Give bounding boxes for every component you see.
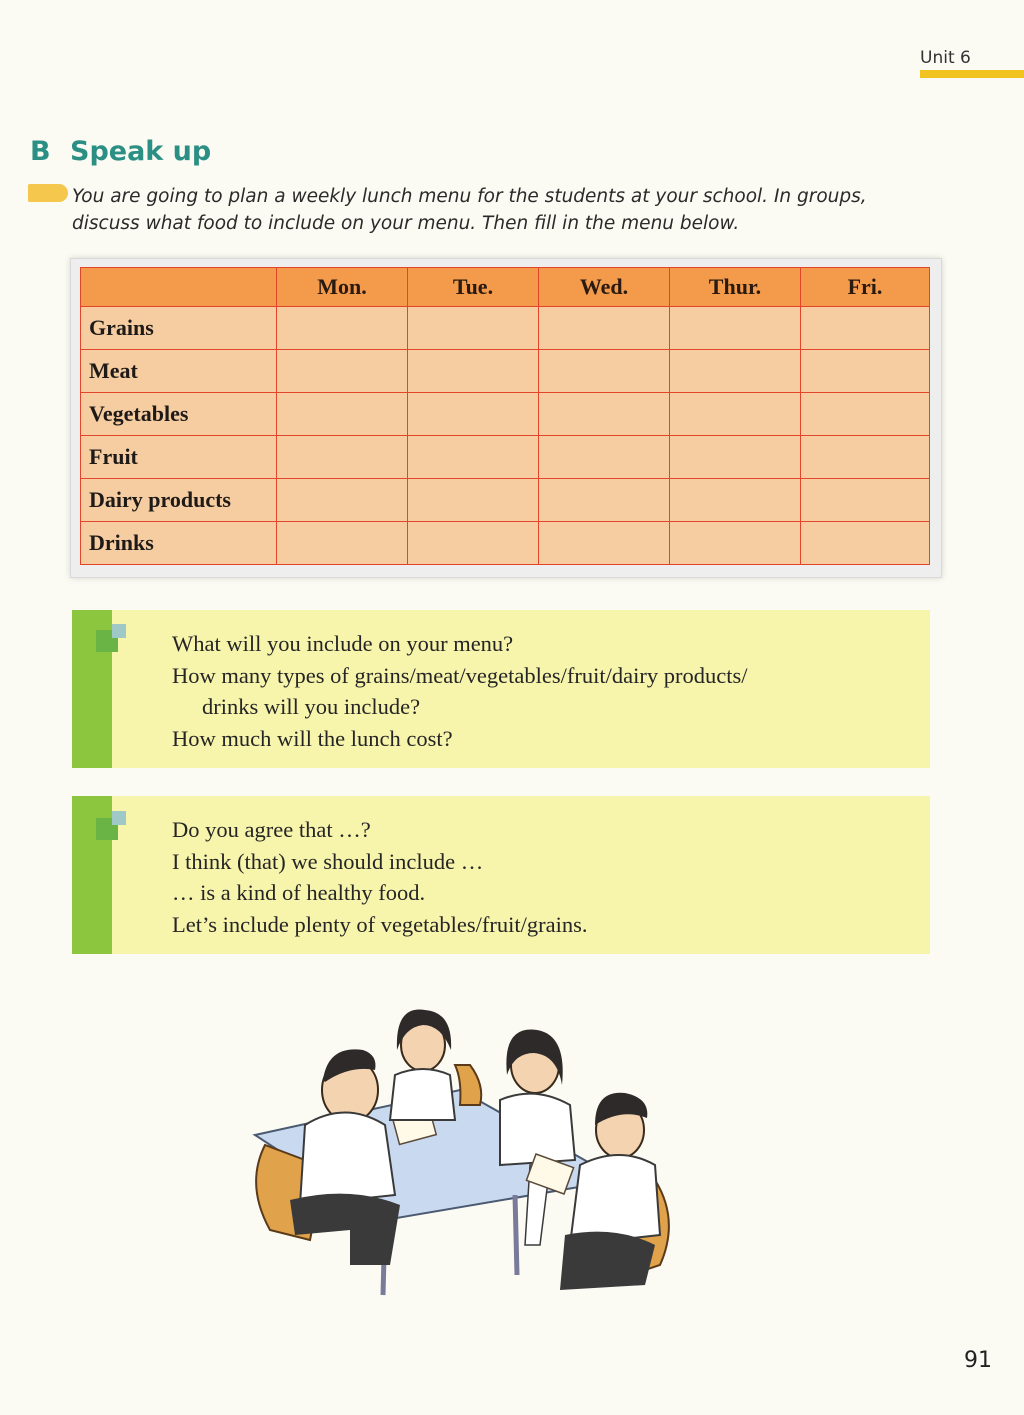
menu-cell[interactable] (277, 522, 408, 565)
instructions-text: You are going to plan a weekly lunch menu for the students at your school. In groups, discuss what food to include on your menu. Then fill in the menu below. (72, 186, 867, 234)
row-label-dairy-products: Dairy products (81, 479, 277, 522)
menu-cell[interactable] (539, 350, 670, 393)
lunch-menu-table (80, 267, 930, 565)
menu-cell[interactable] (801, 350, 930, 393)
box-square-icon (112, 811, 126, 825)
phrase-line: Do you agree that …? (172, 817, 371, 842)
menu-cell[interactable] (408, 479, 539, 522)
menu-cell[interactable] (539, 522, 670, 565)
menu-cell[interactable] (408, 307, 539, 350)
row-label-grains: Grains (81, 307, 277, 350)
row-label-vegetables: Vegetables (81, 393, 277, 436)
menu-cell[interactable] (408, 522, 539, 565)
question-line: drinks will you include? (202, 694, 421, 719)
instruction-marker-icon (28, 184, 68, 202)
table-header-mon: Mon. (277, 268, 408, 307)
phrase-line: I think (that) we should include … (172, 848, 484, 874)
table-header-corner (81, 268, 277, 307)
box-square-icon (112, 624, 126, 638)
menu-cell[interactable] (801, 479, 930, 522)
question-line: What will you include on your menu? (172, 631, 514, 656)
phrase-line: … is a kind of healthy food. (172, 880, 426, 905)
unit-accent-bar (920, 70, 1024, 78)
menu-cell[interactable] (539, 479, 670, 522)
table-row (81, 522, 930, 565)
table-header-wed: Wed. (539, 268, 670, 307)
table-row (81, 479, 930, 522)
menu-cell[interactable] (670, 393, 801, 436)
menu-cell[interactable] (277, 393, 408, 436)
menu-cell[interactable] (670, 436, 801, 479)
menu-cell[interactable] (277, 436, 408, 479)
table-row (81, 393, 930, 436)
question-box-phrases (72, 796, 930, 954)
table-row (81, 436, 930, 479)
menu-cell[interactable] (670, 522, 801, 565)
phrase-lines (172, 814, 924, 940)
menu-cell[interactable] (539, 307, 670, 350)
row-label-meat: Meat (81, 350, 277, 393)
question-box-planning (72, 610, 930, 768)
table-header-tue: Tue. (408, 268, 539, 307)
menu-cell[interactable] (801, 307, 930, 350)
table-header-fri: Fri. (801, 268, 930, 307)
menu-cell[interactable] (277, 350, 408, 393)
menu-cell[interactable] (801, 522, 930, 565)
section-letter: B (30, 136, 51, 167)
unit-label: Unit 6 (920, 48, 971, 68)
menu-cell[interactable] (277, 479, 408, 522)
menu-cell[interactable] (277, 307, 408, 350)
table-header-row (81, 268, 930, 307)
menu-cell[interactable] (539, 393, 670, 436)
table-row (81, 350, 930, 393)
menu-cell[interactable] (670, 307, 801, 350)
question-line: How many types of grains/meat/vegetables/fruit/dairy products/ (172, 662, 748, 688)
question-line: How much will the lunch cost? (172, 725, 453, 751)
menu-cell[interactable] (801, 436, 930, 479)
phrase-line: Let’s include plenty of vegetables/fruit/grains. (172, 911, 588, 937)
question-lines (172, 628, 924, 754)
menu-cell[interactable] (539, 436, 670, 479)
section-title: Speak up (70, 136, 212, 167)
table-header-thur: Thur. (670, 268, 801, 307)
page-number: 91 (964, 1348, 992, 1373)
menu-cell[interactable] (408, 436, 539, 479)
menu-cell[interactable] (801, 393, 930, 436)
row-label-drinks: Drinks (81, 522, 277, 565)
menu-cell[interactable] (408, 350, 539, 393)
menu-cell[interactable] (670, 479, 801, 522)
row-label-fruit: Fruit (81, 436, 277, 479)
students-discussing-illustration (245, 1005, 710, 1305)
menu-cell[interactable] (408, 393, 539, 436)
menu-cell[interactable] (670, 350, 801, 393)
table-row (81, 307, 930, 350)
